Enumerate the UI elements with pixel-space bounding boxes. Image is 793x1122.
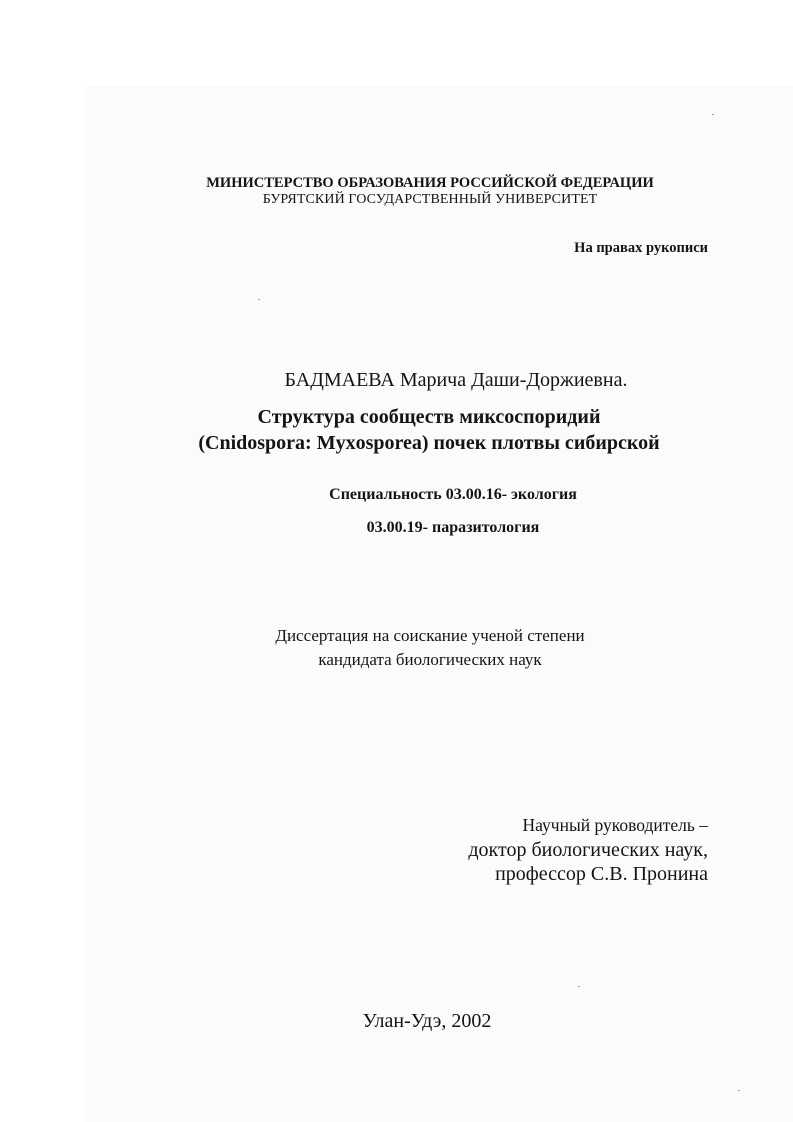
ministry-heading: МИНИСТЕРСТВО ОБРАЗОВАНИЯ РОССИЙСКОЙ ФЕДЕРАЦИИ [206,175,654,191]
scan-speck [738,1090,740,1091]
author-name: БАДМАЕВА Марича Даши-Доржиевна. [284,369,628,391]
advisor-degree: доктор биологических наук, [468,839,708,861]
scan-speck [258,299,260,300]
manuscript-note: На правах рукописи [574,240,708,256]
advisor-label: Научный руководитель – [522,815,708,835]
scan-speck [578,986,580,987]
thesis-title-line-1: Структура сообществ миксоспоридий [257,406,601,428]
degree-statement-line-2: кандидата биологических наук [318,650,542,669]
degree-statement-line-1: Диссертация на соискание ученой степени [275,626,585,645]
specialty-line-2: 03.00.19- паразитология [366,519,540,536]
thesis-title-line-2: (Cnidospora: Myxosporea) почек плотвы сибирской [198,432,660,454]
city-year: Улан-Удэ, 2002 [362,1010,492,1032]
scan-speck [712,114,714,115]
university-heading: БУРЯТСКИЙ ГОСУДАРСТВЕННЫЙ УНИВЕРСИТЕТ [262,192,598,207]
advisor-name: профессор С.В. Пронина [495,863,708,885]
specialty-line-1: Специальность 03.00.16- экология [329,486,577,503]
